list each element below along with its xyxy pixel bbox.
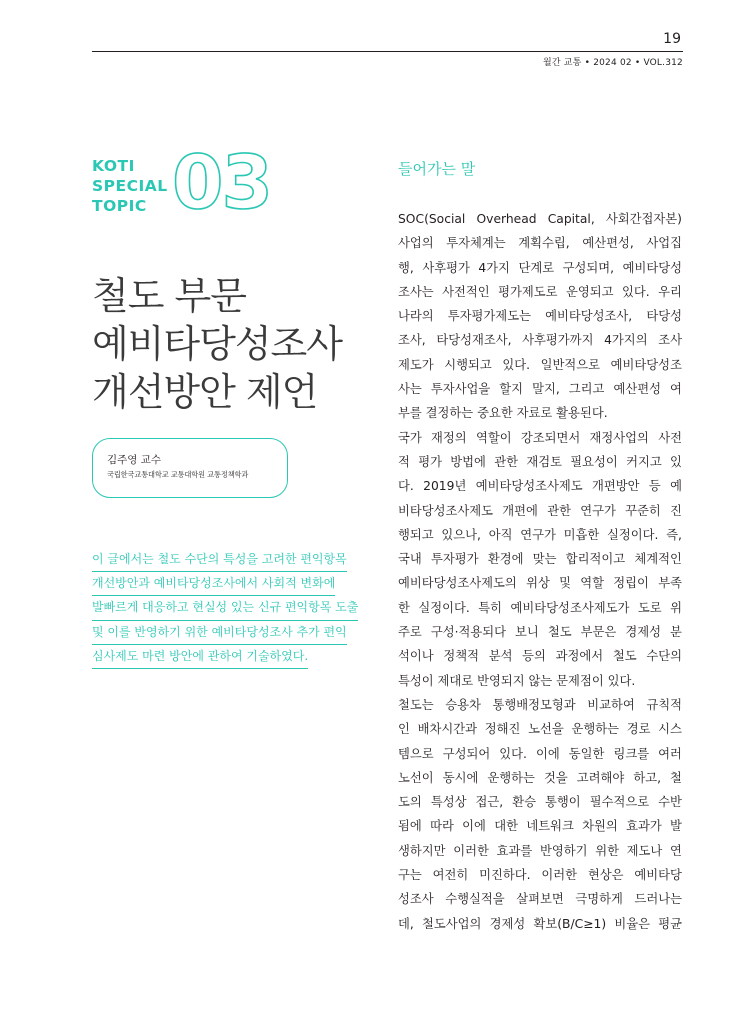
body-line: 주로 구성·적용되다 보니 철도 부문은 경제성 분 <box>398 625 682 640</box>
title-line-2: 예비타당성조사 <box>92 322 342 366</box>
body-line: SOC(Social Overhead Capital, 사회간접자본) <box>398 212 682 226</box>
body-line: 제도가 시행되고 있다. 일반적으로 예비타당성조 <box>398 357 682 372</box>
body-line: 예비타당성조사제도의 위상 및 역할 정립이 부족 <box>398 576 682 591</box>
topic-number: 03 <box>172 140 271 226</box>
topic-label: TOPIC <box>92 197 147 215</box>
body-line: 국내 투자평가 환경에 맞는 합리적이고 체계적인 <box>398 552 682 567</box>
abstract-line: 심사제도 마련 방안에 관하여 기술하였다. <box>92 645 308 669</box>
header-rule <box>92 51 683 52</box>
body-line: 사는 투자사업을 할지 말지, 그리고 예산편성 여 <box>398 382 682 397</box>
body-line: 조사, 타당성재조사, 사후평가까지 4가지의 조사 <box>398 333 682 348</box>
body-line: 국가 재정의 역할이 강조되면서 재정사업의 사전 <box>398 430 682 445</box>
koti-label: KOTI <box>92 157 135 175</box>
koti-special-topic-label <box>92 156 168 216</box>
body-line: 비타당성조사제도 개편에 관한 연구가 꾸준히 진 <box>398 503 682 518</box>
body-line: 다. 2019년 예비타당성조사제도 개편방안 등 예 <box>398 479 682 494</box>
body-line: 철도는 승용차 통행배정모형과 비교하여 규칙적 <box>398 697 682 712</box>
body-line: 도의 특성상 접근, 환승 통행이 필수적으로 수반 <box>398 795 682 810</box>
author-box <box>92 438 288 498</box>
body-line: 나라의 투자평가제도는 예비타당성조사, 타당성 <box>398 309 682 324</box>
author-name: 김주영 교수 <box>107 454 162 466</box>
abstract-line: 이 글에서는 철도 수단의 특성을 고려한 편익항목 <box>92 548 347 572</box>
section-heading: 들어가는 말 <box>398 160 476 178</box>
body-line: 성조사 수행실적을 살펴보면 극명하게 드러나는 <box>398 892 682 907</box>
body-line: 됨에 따라 이에 대한 네트워크 차원의 효과가 발 <box>398 819 682 834</box>
title-line-1: 철도 부문 <box>92 274 246 318</box>
abstract-line: 및 이를 반영하기 위한 예비타당성조사 추가 편익 <box>92 621 347 645</box>
page-number: 19 <box>663 31 681 47</box>
body-line: 적 평가 방법에 관한 재검토 필요성이 커지고 있 <box>398 454 682 469</box>
title-line-3: 개선방안 제언 <box>92 370 318 414</box>
header-meta: 월간 교통 • 2024 02 • VOL.312 <box>542 58 683 68</box>
abstract <box>92 548 366 669</box>
abstract-line: 개선방안과 예비타당성조사에서 사회적 변화에 <box>92 572 335 596</box>
article-title <box>92 272 392 416</box>
special-label: SPECIAL <box>92 177 168 195</box>
body-line: 행, 사후평가 4가지 단계로 구성되며, 예비타당성 <box>398 260 682 275</box>
author-affiliation: 국립한국교통대학교 교통대학원 교통정책학과 <box>107 470 249 479</box>
body-line: 인 배차시간과 정해진 노선을 운행하는 경로 시스 <box>398 722 682 737</box>
body-line: 구는 여전히 미진하다. 이러한 현상은 예비타당 <box>398 868 682 883</box>
body-line: 데, 철도사업의 경제성 확보(B/C≥1) 비율은 평균 <box>398 916 682 931</box>
body-line: 조사는 사전적인 평가제도로 운영되고 있다. 우리 <box>398 284 682 299</box>
body-line: 노선이 동시에 운행하는 것을 고려해야 하고, 철 <box>398 770 682 785</box>
body-line: 한 실정이다. 특히 예비타당성조사제도가 도로 위 <box>398 600 682 615</box>
body-line: 부를 결정하는 중요한 자료로 활용된다. <box>398 406 608 421</box>
body-line: 사업의 투자체계는 계획수립, 예산편성, 사업집 <box>398 236 682 251</box>
body-line: 행되고 있으나, 아직 연구가 미흡한 실정이다. 즉, <box>398 527 682 542</box>
body-line: 석이나 정책적 분석 등의 과정에서 철도 수단의 <box>398 649 682 664</box>
body-line: 특성이 제대로 반영되지 않는 문제점이 있다. <box>398 673 636 688</box>
body-line: 생하지만 이러한 효과를 반영하기 위한 제도나 연 <box>398 843 682 858</box>
body-line: 템으로 구성되어 있다. 이에 동일한 링크를 여러 <box>398 746 682 761</box>
abstract-line: 발빠르게 대응하고 현실성 있는 신규 편익항목 도출 <box>92 596 358 620</box>
body-text <box>398 207 682 936</box>
